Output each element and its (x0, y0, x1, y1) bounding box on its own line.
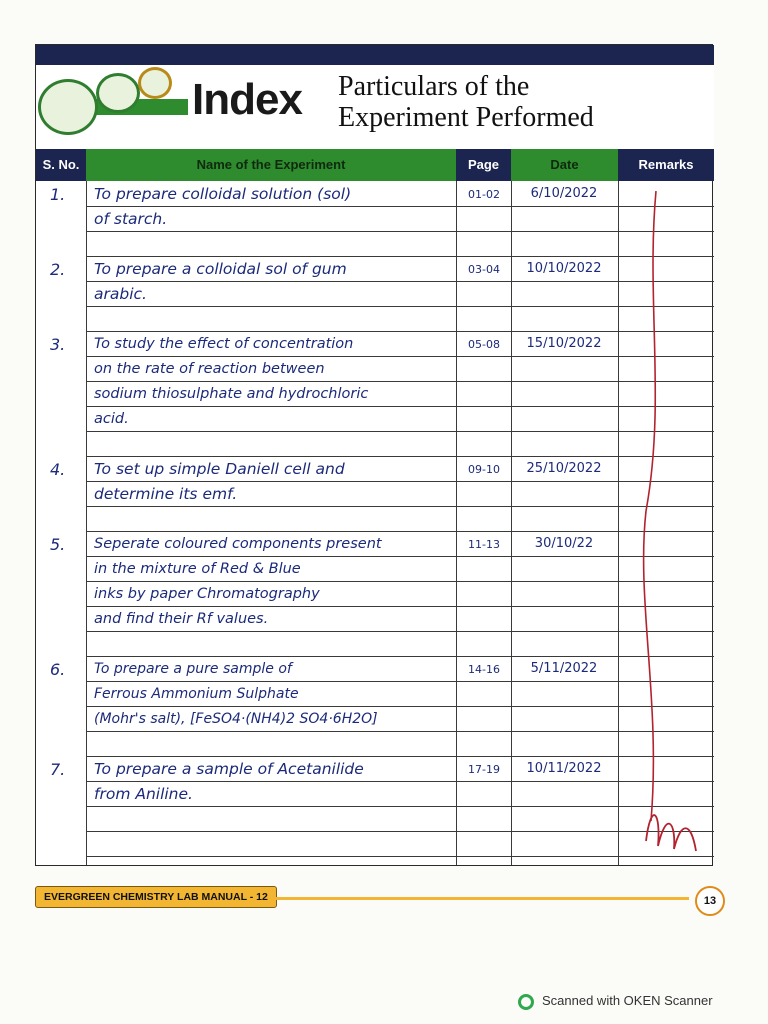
experiment-line: To prepare colloidal solution (sol) (94, 185, 352, 203)
experiment-name (94, 657, 462, 732)
row-number: 4. (50, 460, 66, 479)
page-footer (35, 884, 730, 918)
col-page: Page (456, 149, 511, 181)
experiment-line: arabic. (94, 285, 147, 303)
header-top-band (36, 45, 714, 65)
col-remarks: Remarks (618, 149, 714, 181)
page-range: 05-08 (468, 338, 500, 351)
experiment-name (94, 757, 462, 807)
index-title: Index (188, 75, 306, 125)
experiment-line: of starch. (94, 210, 168, 228)
page-range: 11-13 (468, 538, 500, 551)
experiment-date: 15/10/2022 (526, 336, 602, 351)
experiment-line: (Mohr's salt), [FeSO4·(NH4)2 SO4·6H2O] (94, 711, 378, 727)
manual-title: EVERGREEN CHEMISTRY LAB MANUAL - 12 (35, 886, 277, 908)
page-range: 14-16 (468, 663, 500, 676)
experiment-date: 6/10/2022 (530, 186, 598, 201)
particulars-line-2: Experiment Performed (338, 102, 594, 133)
experiment-name (94, 457, 462, 507)
footer-rule (269, 897, 689, 900)
experiment-line: inks by paper Chromatography (94, 586, 320, 602)
experiment-date: 10/11/2022 (526, 761, 602, 776)
experiment-line: and find their Rf values. (94, 611, 269, 627)
page-range: 03-04 (468, 263, 500, 276)
experiment-date: 25/10/2022 (526, 461, 602, 476)
experiment-date: 30/10/22 (534, 536, 594, 551)
logo-icon (38, 79, 98, 135)
table-body (36, 181, 714, 867)
experiment-date: 10/10/2022 (526, 261, 602, 276)
teacher-signature (606, 181, 714, 867)
index-page (35, 44, 713, 866)
experiment-line: To prepare a colloidal sol of gum (94, 260, 347, 278)
particulars-line-1: Particulars of the (338, 71, 530, 102)
experiment-name (94, 332, 462, 432)
experiment-line: from Aniline. (94, 785, 193, 803)
page-range: 09-10 (468, 463, 500, 476)
page-range: 17-19 (468, 763, 500, 776)
row-number: 6. (50, 660, 66, 679)
page-number: 13 (695, 886, 725, 916)
col-sno: S. No. (36, 149, 86, 181)
row-number: 5. (50, 535, 66, 554)
experiment-line: sodium thiosulphate and hydrochloric (94, 386, 369, 402)
header-logos (38, 67, 178, 137)
experiment-line: To study the effect of concentration (94, 336, 354, 352)
page-range: 01-02 (468, 188, 500, 201)
experiment-line: To prepare a pure sample of (94, 661, 292, 677)
plant-logo-icon (96, 73, 140, 113)
scanner-watermark (518, 990, 713, 1012)
table-header (36, 149, 714, 181)
col-experiment: Name of the Experiment (86, 149, 456, 181)
experiment-name (94, 257, 462, 307)
signature-stroke (646, 815, 696, 851)
row-number: 3. (50, 335, 66, 354)
experiment-name (94, 532, 462, 632)
remarks-check-line (644, 191, 656, 821)
page-header (36, 45, 714, 149)
experiment-line: Ferrous Ammonium Sulphate (94, 686, 299, 702)
row-number: 2. (50, 260, 66, 279)
experiment-line: acid. (94, 411, 129, 427)
row-number: 7. (50, 760, 66, 779)
row-number: 1. (50, 185, 66, 204)
experiment-line: in the mixture of Red & Blue (94, 561, 301, 577)
experiment-name (94, 182, 462, 232)
col-date: Date (511, 149, 618, 181)
experiment-line: determine its emf. (94, 485, 238, 503)
scanner-text: Scanned with OKEN Scanner (542, 993, 713, 1008)
experiment-date: 5/11/2022 (530, 661, 598, 676)
experiment-line: To prepare a sample of Acetanilide (94, 760, 364, 778)
emblem-logo-icon (138, 67, 172, 99)
experiment-line: To set up simple Daniell cell and (94, 460, 345, 478)
particulars-title (338, 71, 594, 133)
experiment-line: on the rate of reaction between (94, 361, 325, 377)
experiment-line: Seperate coloured components present (94, 536, 382, 552)
scanner-logo-icon (518, 994, 534, 1010)
